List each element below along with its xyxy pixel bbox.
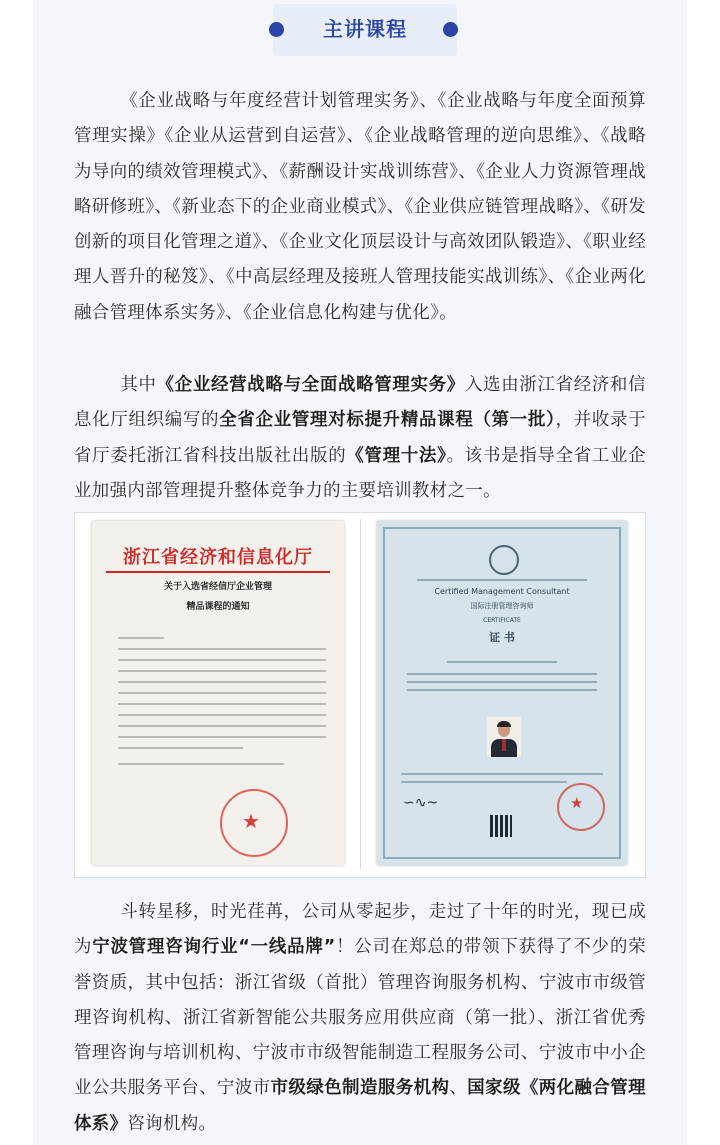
certificate-en-title: Certified Management Consultant (434, 587, 570, 596)
certificate-label: CERTIFICATE (483, 617, 521, 624)
notice-title: 浙江省经济和信息化厅 (123, 547, 313, 568)
certificate-images (74, 512, 646, 878)
qr-code-icon (490, 815, 512, 837)
company-brand-highlight: 宁波管理咨询行业“一线品牌” (92, 937, 336, 958)
certificate-seal-star-icon: ★ (570, 794, 584, 812)
article-page (33, 0, 687, 1145)
notice-red-rule (106, 571, 330, 573)
selection-program-highlight: 全省企业管理对标提升精品课程（第一批） (219, 410, 556, 431)
company-green-highlight: 市级绿色制造服务机构 (270, 1078, 450, 1099)
certificate-header-line (417, 579, 587, 581)
selection-text-1: 其中 (120, 375, 157, 395)
selection-text-2: 入选由浙江省经济和信息化厅组织编写的 (74, 375, 646, 431)
company-text-2: ！公司在郑总的带领下获得了不少的荣誉资质，其中包括：浙江省级（首批）管理咨询服务机构、宁波市市级管理咨询机构、浙江省新智能公共服务应用供应商（第一批）、浙江省优秀管理咨询与培训机构、宁波市市级智能制造工程服务公司、宁波市中小企业公共服务平台、宁波市 (74, 937, 646, 1099)
company-national-highlight: 国家级《两化融合管理体系》 (74, 1078, 646, 1134)
selection-course-highlight: 《企业经营战略与全面战略管理实务》 (156, 375, 465, 395)
courses-paragraph (74, 84, 646, 368)
courses-text: 《企业战略与年度经营计划管理实务》、《企业战略与年度全面预算管理实操》《企业从运营到自运营》、《企业战略管理的逆向思维》、《战略为导向的绩效管理模式》、《薪酬设计实战训练营》、《企业人力资源管理战略研修班》、《新业态下的企业商业模式》、《企业供应链管理战略》、《研发创新的项目化管理之道》、《企业文化顶层设计与高效团队锻造》、《职业经理人晋升的秘笈》、《中高层经理及接班人管理技能实战训练》、《企业两化融合管理体系实务》、《企业信息化构建与优化》。 (74, 91, 646, 323)
certificate-text-line (407, 681, 597, 683)
certificate-cn-label: 证 书 (489, 631, 515, 644)
certificate-text-line (407, 689, 597, 691)
certificate-text-line (407, 673, 597, 675)
seal-star-icon: ★ (242, 809, 260, 833)
company-text-3: 、 (449, 1078, 468, 1099)
company-paragraph (74, 895, 646, 1145)
certificate-emblem-icon (489, 545, 519, 575)
image-divider (360, 519, 361, 869)
section-title: 主讲课程 (323, 17, 407, 41)
signature-icon: ∽∿~ (403, 795, 439, 811)
header-dot-right-icon (443, 22, 458, 37)
selection-text-4: 。该书是指导全省工业企业加强内部管理提升整体竞争力的主要培训教材之一。 (74, 445, 646, 501)
company-text-1: 斗转星移，时光荏苒，公司从零起步，走过了十年的时光，现已成为 (74, 902, 646, 958)
certificate-cn-title: 国际注册管理咨询师 (470, 602, 534, 610)
notice-subtitle-1: 关于入选省经信厅企业管理 (163, 582, 272, 592)
selection-text-3: ，并收录于省厅委托浙江省科技出版社出版的 (74, 410, 646, 466)
portrait-photo (487, 717, 521, 757)
selection-book-highlight: 《管理十法》 (346, 445, 447, 466)
consultant-certificate-image (377, 521, 627, 865)
company-text-4: 咨询机构。 (127, 1113, 217, 1134)
notice-subtitle-2: 精品课程的通知 (186, 602, 250, 612)
certificate-text-line (447, 661, 557, 663)
notice-document-image (92, 521, 344, 865)
notice-body-lines (118, 637, 326, 774)
certificate-text-line (401, 773, 603, 775)
certificate-text-line (401, 781, 567, 783)
selection-paragraph (74, 368, 646, 510)
header-dot-left-icon (269, 22, 284, 37)
